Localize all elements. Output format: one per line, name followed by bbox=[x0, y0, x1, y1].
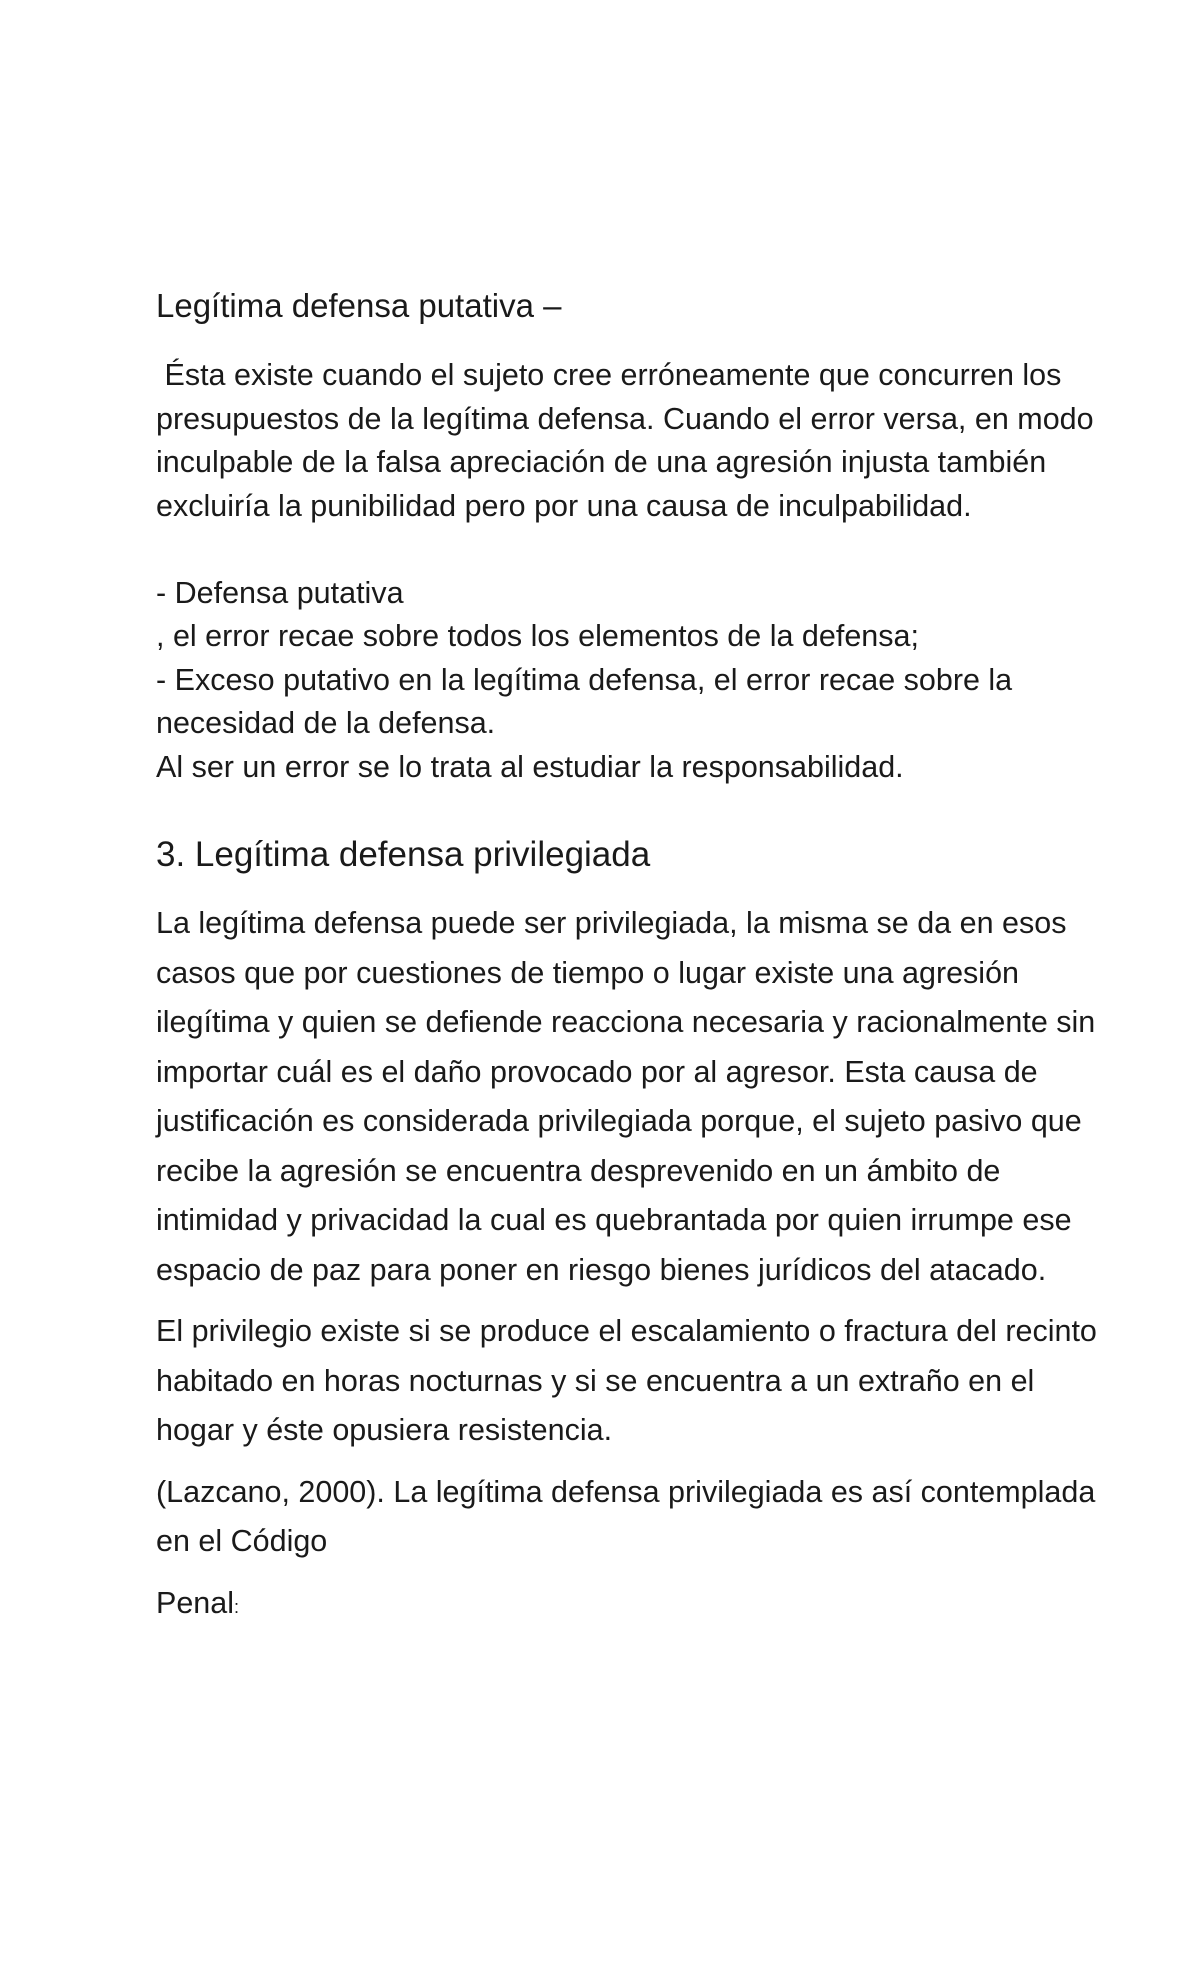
section-heading-privilegiada: 3. Legítima defensa privilegiada bbox=[156, 835, 651, 874]
paragraph-line: hogar y éste opusiera resistencia. bbox=[156, 1413, 613, 1447]
privilegiada-paragraph-1 bbox=[156, 899, 1156, 1295]
list-line: - Exceso putativo en la legítima defensa, el error recae sobre la bbox=[156, 662, 1013, 697]
paragraph-line: presupuestos de la legítima defensa. Cuando el error versa, en modo bbox=[156, 401, 1094, 436]
paragraph-line: (Lazcano, 2000). La legítima defensa privilegiada es así contemplada bbox=[156, 1474, 1096, 1509]
paragraph-line: recibe la agresión se encuentra desprevenido en un ámbito de bbox=[156, 1153, 1001, 1188]
paragraph-line: justificación es considerada privilegiada porque, el sujeto pasivo que bbox=[156, 1104, 1082, 1138]
closing-word: Penal bbox=[156, 1585, 235, 1620]
paragraph-line: Ésta existe cuando el sujeto cree erróneamente que concurren los bbox=[156, 358, 1062, 392]
paragraph-line: excluiría la punibilidad pero por una causa de inculpabilidad. bbox=[156, 488, 972, 523]
paragraph-line: en el Código bbox=[156, 1524, 328, 1558]
paragraph-line: casos que por cuestiones de tiempo o lugar existe una agresión bbox=[156, 955, 1020, 990]
privilegiada-paragraph-3 bbox=[156, 1468, 1156, 1567]
paragraph-line: inculpable de la falsa apreciación de una agresión injusta también bbox=[156, 445, 1047, 479]
paragraph-line: espacio de paz para poner en riesgo bienes jurídicos del atacado. bbox=[156, 1252, 1047, 1287]
list-line: - Defensa putativa bbox=[156, 575, 404, 610]
paragraph-line: El privilegio existe si se produce el escalamiento o fractura del recinto bbox=[156, 1314, 1097, 1348]
document-content bbox=[156, 284, 1156, 1644]
list-line: , el error recae sobre todos los elementos de la defensa; bbox=[156, 619, 919, 653]
privilegiada-paragraph-2 bbox=[156, 1307, 1156, 1456]
paragraph-line: habitado en horas nocturnas y si se encuentra a un extraño en el bbox=[156, 1363, 1035, 1398]
closing-line bbox=[156, 1579, 1156, 1633]
putativa-paragraph bbox=[156, 354, 1156, 789]
list-line: necesidad de la defensa. bbox=[156, 706, 496, 740]
section-title-putativa: Legítima defensa putativa – bbox=[156, 287, 562, 324]
closing-colon: : bbox=[234, 1596, 240, 1617]
paragraph-line: La legítima defensa puede ser privilegiada, la misma se da en esos bbox=[156, 906, 1067, 940]
blank-line bbox=[156, 528, 1156, 572]
paragraph-line: ilegítima y quien se defiende reacciona necesaria y racionalmente sin bbox=[156, 1005, 1096, 1039]
paragraph-line: intimidad y privacidad la cual es quebrantada por quien irrumpe ese bbox=[156, 1203, 1072, 1237]
list-line: Al ser un error se lo trata al estudiar la responsabilidad. bbox=[156, 749, 904, 784]
closing-text bbox=[156, 1579, 1156, 1633]
paragraph-line: importar cuál es el daño provocado por al agresor. Esta causa de bbox=[156, 1054, 1038, 1089]
